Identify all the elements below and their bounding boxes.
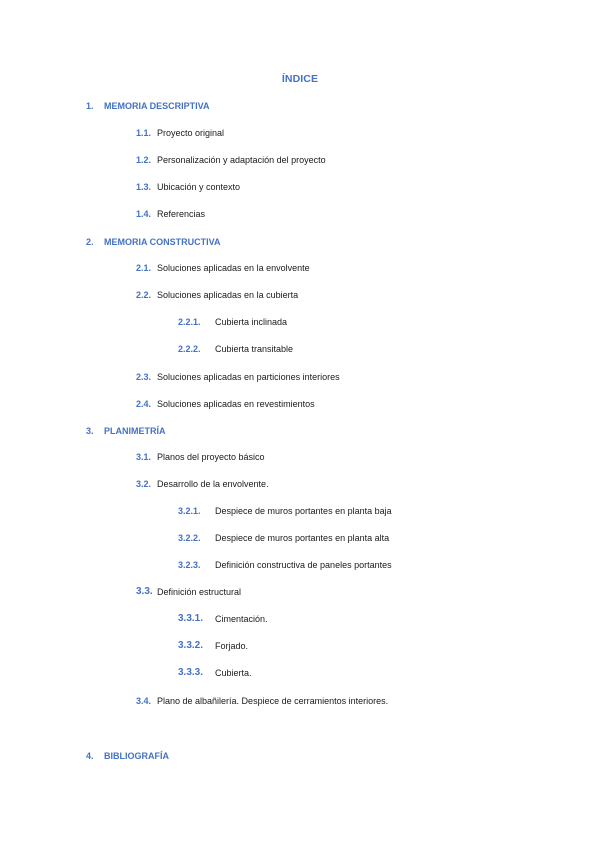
- toc-number: 2.1.: [136, 263, 152, 273]
- toc-number: 3.3.1.: [178, 613, 204, 624]
- toc-number: 1.2.: [136, 155, 152, 165]
- toc-number: 1.4.: [136, 209, 152, 219]
- toc-label: Desarrollo de la envolvente.: [157, 479, 269, 489]
- toc-number: 3.4.: [136, 696, 152, 706]
- toc-number: 2.2.1.: [178, 317, 201, 327]
- toc-number: 4.: [86, 751, 94, 761]
- toc-label: Ubicación y contexto: [157, 182, 241, 192]
- toc-label: Proyecto original: [157, 128, 225, 138]
- toc-label: Cubierta transitable: [215, 344, 294, 354]
- toc-number: 2.2.: [136, 290, 152, 300]
- toc-label: BIBLIOGRAFÍA: [104, 751, 169, 761]
- toc-number: 2.2.2.: [178, 344, 201, 354]
- toc-number: 3.: [86, 426, 94, 436]
- toc-label: Cubierta.: [215, 668, 252, 678]
- toc-label: Cubierta inclinada: [215, 317, 288, 327]
- toc-number: 3.2.: [136, 479, 152, 489]
- toc-number: 2.4.: [136, 399, 152, 409]
- toc-label: Forjado.: [215, 641, 249, 651]
- toc-label: Soluciones aplicadas en la envolvente: [157, 263, 310, 273]
- toc-label: Definición constructiva de paneles portantes: [215, 560, 392, 570]
- toc-number: 3.2.2.: [178, 533, 201, 543]
- toc-number: 1.3.: [136, 182, 152, 192]
- toc-number: 3.3.3.: [178, 667, 204, 678]
- page-title: ÍNDICE: [281, 73, 319, 85]
- toc-label: Definición estructural: [157, 587, 242, 597]
- toc-number: 3.3.: [136, 586, 153, 597]
- toc-number: 3.2.1.: [178, 506, 201, 516]
- toc-label: Soluciones aplicadas en la cubierta: [157, 290, 299, 300]
- toc-number: 2.: [86, 237, 94, 247]
- toc-number: 3.3.2.: [178, 640, 204, 651]
- toc-label: Soluciones aplicadas en revestimientos: [157, 399, 315, 409]
- toc-label: PLANIMETRÍA: [104, 426, 166, 436]
- toc-label: Despiece de muros portantes en planta alta: [215, 533, 390, 543]
- toc-number: 1.1.: [136, 128, 152, 138]
- toc-number: 2.3.: [136, 372, 152, 382]
- toc-number: 1.: [86, 101, 94, 111]
- toc-label: MEMORIA DESCRIPTIVA: [104, 101, 210, 111]
- toc-number: 3.1.: [136, 452, 152, 462]
- toc-label: Soluciones aplicadas en particiones interiores: [157, 372, 340, 382]
- toc-label: Personalización y adaptación del proyecto: [157, 155, 326, 165]
- toc-label: MEMORIA CONSTRUCTIVA: [104, 237, 221, 247]
- toc-label: Planos del proyecto básico: [157, 452, 265, 462]
- toc-label: Referencias: [157, 209, 206, 219]
- toc-label: Cimentación.: [215, 614, 268, 624]
- toc-number: 3.2.3.: [178, 560, 201, 570]
- toc-label: Despiece de muros portantes en planta baja: [215, 506, 392, 516]
- toc-label: Plano de albañilería. Despiece de cerramientos interiores.: [157, 696, 389, 706]
